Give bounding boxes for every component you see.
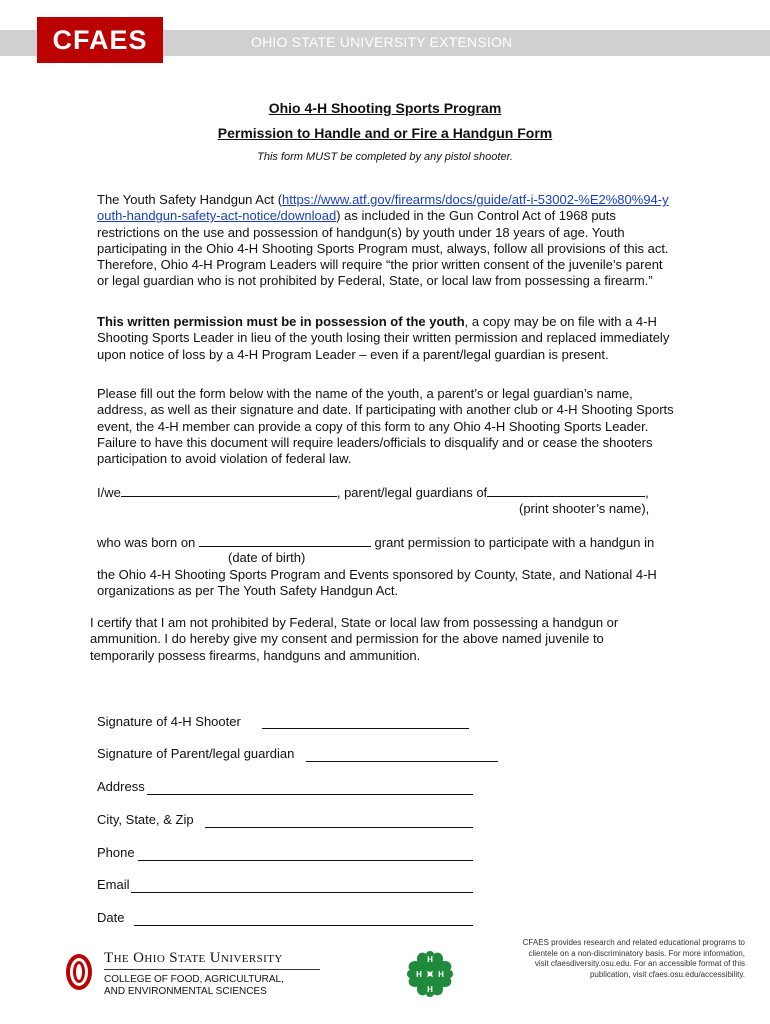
email-field[interactable] — [131, 891, 473, 893]
college-line-2: AND ENVIRONMENTAL SCIENCES — [104, 986, 267, 997]
dob-field[interactable] — [199, 534, 371, 547]
guardian-signature-field[interactable] — [306, 760, 498, 762]
grant-label: grant permission to participate with a handgun in — [374, 535, 655, 550]
address-label: Address — [97, 779, 145, 794]
svg-text:H: H — [416, 970, 422, 979]
guardian-signature-label: Signature of Parent/legal guardian — [97, 746, 295, 761]
possession-bold: This written permission must be in possession of the youth — [97, 314, 465, 329]
svg-text:H: H — [427, 985, 433, 994]
date-field[interactable] — [134, 924, 473, 926]
email-label: Email — [97, 877, 130, 892]
parent-label: , parent/legal guardians of — [336, 485, 488, 500]
iwe-label: I/we — [97, 485, 121, 500]
atf-link[interactable]: https://www.atf.gov/firearms/docs/guide/atf-i-53002-%E2%80%94-youth-handgun-safety-act-notice/download — [97, 192, 669, 224]
college-line-1: COLLEGE OF FOOD, AGRICULTURAL, — [104, 974, 284, 985]
phone-label: Phone — [97, 845, 135, 860]
print-name-hint: (print shooter’s name), — [519, 501, 650, 516]
city-state-zip-label: City, State, & Zip — [97, 812, 194, 827]
date-label: Date — [97, 910, 125, 925]
cfaes-logo — [37, 17, 163, 63]
intro-paragraph — [97, 192, 675, 290]
consent-comma: , — [645, 485, 649, 500]
svg-text:H: H — [427, 955, 433, 964]
address-field[interactable] — [147, 793, 473, 795]
cfaes-logo-text: CFAES — [52, 24, 148, 55]
shooter-signature-field[interactable] — [262, 727, 469, 729]
form-title: Permission to Handle and or Fire a Handgun Form — [217, 125, 553, 141]
extension-label: OHIO STATE UNIVERSITY EXTENSION — [251, 34, 513, 50]
page-title: Ohio 4-H Shooting Sports Program — [268, 100, 502, 116]
osu-name: The Ohio State University — [104, 950, 283, 966]
born-line — [97, 534, 654, 550]
svg-text:H: H — [438, 970, 444, 979]
instructions-paragraph: Please fill out the form below with the name of the youth, a parent’s or legal guardian’s name, address, as well as their signature and date. If participating with another club or 4-H Shooting Sports event, the 4-H member can provide a copy of this form to any Ohio 4-H Shooting Sports Leader. Failure to have this document will require leaders/officials to disqualify and or cease the shooters participation to avoid violation of federal law. — [97, 386, 674, 467]
shooter-signature-label: Signature of 4-H Shooter — [97, 714, 241, 729]
intro-text-post: ) as included in the Gun Control Act of 1968 puts restrictions on the use and possession of handgun(s) by youth under 18 years of age. Youth participating in the Ohio 4-H Shooting Sports Program must, always, follow all provisions of this act. Therefore, Ohio 4-H Program Leaders will require “the prior written consent of the juvenile’s parent or legal guardian who is not prohibited by Federal, State, or local law from possessing a firearm.” — [97, 208, 669, 289]
certify-paragraph: I certify that I am not prohibited by Federal, State or local law from possessing a handgun or ammunition. I do hereby give my consent and permission for the above named juvenile to temporarily possess firearms, handguns and ammunition. — [90, 615, 619, 663]
consent-line — [97, 484, 649, 500]
osu-logo-block — [64, 948, 334, 1004]
city-state-zip-field[interactable] — [205, 826, 473, 828]
block-o-icon — [64, 952, 94, 992]
osu-divider — [104, 969, 320, 970]
dob-hint: (date of birth) — [228, 550, 306, 565]
intro-text-pre: The Youth Safety Handgun Act ( — [97, 192, 283, 207]
phone-field[interactable] — [138, 859, 473, 861]
born-label: who was born on — [97, 535, 196, 550]
college-name — [104, 974, 284, 998]
guardian-name-field[interactable] — [121, 484, 337, 497]
possession-rest: , a copy may be on file with a 4-H Shooting Sports Leader in lieu of the youth losing their written permission and replaced immediately upon notice of loss by a 4-H Program Leader – even if a parent/legal guardian is present. — [97, 314, 670, 362]
four-h-clover-icon — [405, 948, 455, 1000]
form-subtitle: This form MUST be completed by any pistol shooter. — [257, 151, 513, 163]
nondiscrimination-note: CFAES provides research and related educational programs to clientele on a non-discriminatory basis. For more information, visit cfaesdiversity.osu.edu. For an accessible format of this publication, visit cfaes.osu.edu/accessibility. — [522, 938, 745, 979]
program-text: the Ohio 4-H Shooting Sports Program and Events sponsored by County, State, and National 4-H organizations as per The Youth Safety Handgun Act. — [97, 567, 657, 599]
possession-paragraph — [97, 314, 675, 363]
shooter-name-field[interactable] — [487, 484, 645, 497]
